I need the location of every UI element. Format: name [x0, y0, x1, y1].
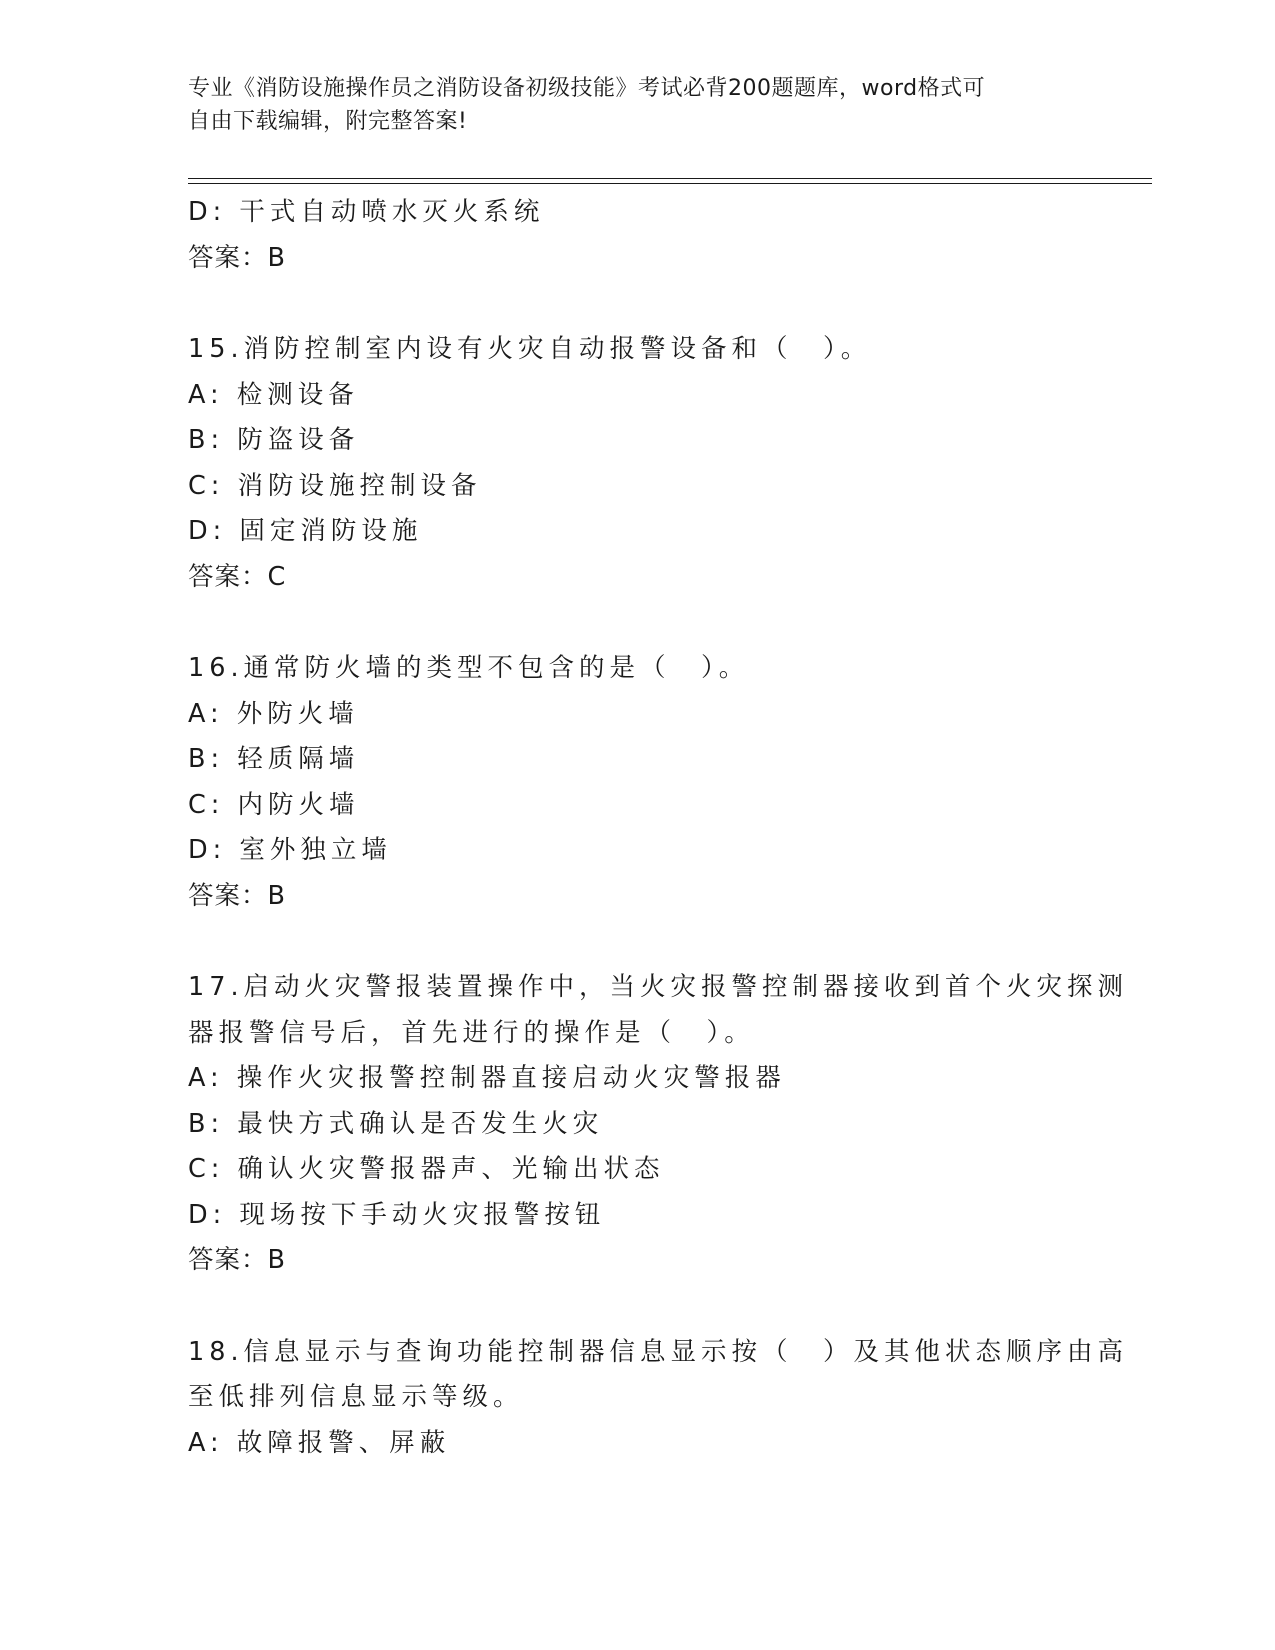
- question-list: [188, 190, 1129, 1466]
- answer: 答案：C: [188, 561, 287, 592]
- option-b: B: 轻质隔墙: [188, 744, 360, 774]
- lead-answer: 答案：B: [188, 242, 286, 273]
- option-b: B: 最快方式确认是否发生火灾: [188, 1108, 604, 1139]
- option-a: A: 操作火灾报警控制器直接启动火灾警报器: [188, 1063, 786, 1093]
- option-c: C: 内防火墙: [188, 789, 360, 820]
- question-stem-line-2: 至低排列信息显示等级。: [188, 1382, 524, 1412]
- option-c: C: 确认火灾警报器声、光输出状态: [188, 1154, 665, 1184]
- question-stem-line-1: 17.启动火灾警报装置操作中，当火灾报警控制器接收到首个火灾探测: [188, 972, 1129, 1002]
- question-stem: 16.通常防火墙的类型不包含的是（ ）。: [188, 653, 750, 683]
- option-d: D: 室外独立墙: [188, 835, 392, 865]
- header-rule-top: [188, 178, 1152, 179]
- question-stem-line-2: 器报警信号后，首先进行的操作是（ ）。: [188, 1017, 755, 1048]
- option-d: D: 固定消防设施: [188, 516, 423, 546]
- option-a: A: 故障报警、屏蔽: [188, 1427, 451, 1458]
- answer: 答案：B: [188, 1245, 286, 1275]
- question-stem: 15.消防控制室内设有火灾自动报警设备和（ ）。: [188, 334, 872, 364]
- question-15: [188, 327, 1088, 600]
- option-a: A: 外防火墙: [188, 698, 359, 729]
- option-d: D: 现场按下手动火灾报警按钮: [188, 1199, 606, 1230]
- option-c: C: 消防设施控制设备: [188, 470, 482, 501]
- answer: 答案：B: [188, 880, 286, 911]
- question-stem-line-1: 18.信息显示与查询功能控制器信息显示按（ ）及其他状态顺序由高: [188, 1336, 1129, 1367]
- question-17: [188, 965, 1129, 1284]
- question-16: [188, 646, 1088, 919]
- header-line-1: 专业《消防设施操作员之消防设备初级技能》考试必背200题题库，word格式可: [188, 76, 986, 101]
- header-rule-bottom: [188, 183, 1152, 184]
- option-b: B: 防盗设备: [188, 425, 360, 455]
- document-header: [188, 72, 1068, 138]
- lead-option-d: D: 干式自动喷水灭火系统: [188, 197, 545, 227]
- header-line-2: 自由下载编辑，附完整答案!: [188, 109, 468, 134]
- question-18: [188, 1330, 1129, 1467]
- option-a: A: 检测设备: [188, 379, 359, 410]
